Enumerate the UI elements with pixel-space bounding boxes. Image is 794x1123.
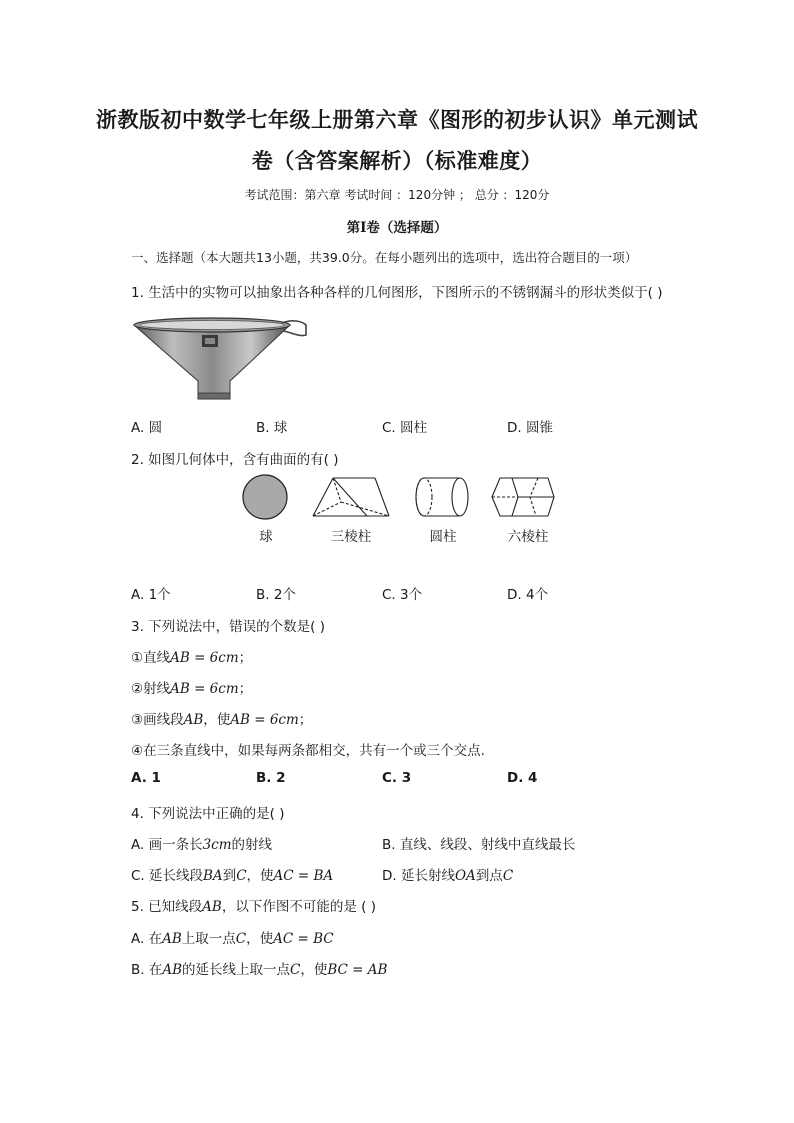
q5-option-b-mid: 的延长线上取一点	[182, 962, 291, 978]
q2-caption-hexagonal-prism: 六棱柱	[507, 529, 549, 545]
q1-option-a[interactable]: A. 圆	[131, 420, 163, 436]
part-heading: 一、选择题（本大题共13小题，共39.0分。在每小题列出的选项中，选出符合题目的一项）	[131, 250, 638, 265]
q2-option-c[interactable]: C. 3个	[382, 587, 423, 603]
q2-option-d[interactable]: D. 4个	[507, 587, 549, 603]
q3-option-c[interactable]: C. 3	[382, 770, 412, 786]
q5-option-a-math2: C	[235, 931, 247, 947]
q5-option-b-math2: C	[290, 962, 301, 978]
q5-option-a-mid2: ，使	[246, 931, 274, 947]
q4-option-d-pre: D. 延长射线	[382, 868, 455, 884]
q3-statement-3-label: ③画线段	[131, 712, 184, 728]
q4-stem: 4. 下列说法中正确的是( )	[131, 806, 285, 822]
q1-option-c[interactable]: C. 圆柱	[382, 420, 428, 436]
q3-option-d[interactable]: D. 4	[507, 770, 538, 786]
cylinder-figure	[414, 474, 470, 522]
q4-option-d-math2: C	[502, 868, 514, 884]
q3-statement-3-math1: AB	[183, 712, 204, 728]
q3-statement-2	[131, 677, 252, 697]
q5-option-b-math3: BC = AB	[327, 962, 388, 978]
q4-option-c-math3: AC = BA	[273, 868, 334, 884]
q3-statement-3-mid: ，使	[203, 712, 231, 728]
section-title: 第Ⅰ卷（选择题）	[346, 220, 448, 236]
q3-option-a[interactable]: A. 1	[131, 770, 161, 786]
q4-option-a-math: 3cm	[202, 837, 232, 853]
q4-option-b[interactable]: B. 直线、线段、射线中直线最长	[382, 837, 576, 853]
q4-option-d-mid: 到点	[475, 868, 503, 884]
q5-option-b-mid2: ，使	[300, 962, 328, 978]
q5-option-a-math: AB	[162, 931, 182, 947]
q2-caption-sphere: 球	[259, 529, 273, 545]
q4-option-c-mid: 到	[222, 868, 237, 884]
q5-option-a-math3: AC = BC	[273, 931, 334, 947]
q4-option-a-pre: A. 画一条长	[131, 837, 203, 853]
q1-option-d[interactable]: D. 圆锥	[507, 420, 553, 436]
q3-statement-3-math2: AB = 6cm	[230, 712, 299, 728]
q3-statement-2-math: AB = 6cm	[170, 681, 239, 697]
q4-option-c-mid2: ，使	[246, 868, 274, 884]
q5-stem-pre: 5. 已知线段	[131, 899, 203, 915]
q3-stem: 3. 下列说法中，错误的个数是( )	[131, 619, 325, 635]
q4-option-d-math: OA	[454, 868, 476, 884]
q3-option-b[interactable]: B. 2	[256, 770, 286, 786]
q4-option-c-math: BA	[203, 868, 223, 884]
q2-option-a[interactable]: A. 1个	[131, 587, 171, 603]
hexagonal-prism-figure	[490, 474, 558, 522]
q3-statement-3-tail: ；	[298, 712, 313, 728]
q5-stem-math: AB	[202, 899, 222, 915]
q2-caption-triangular-prism: 三棱柱	[330, 529, 372, 545]
q2-stem: 2. 如图几何体中，含有曲面的有( )	[131, 452, 339, 468]
q5-option-a-pre: A. 在	[131, 931, 163, 947]
funnel-image	[132, 313, 312, 403]
q3-statement-1-math: AB = 6cm	[170, 650, 239, 666]
q5-option-a-mid: 上取一点	[181, 931, 236, 947]
triangular-prism-figure	[311, 474, 393, 522]
q4-option-c-pre: C. 延长线段	[131, 868, 204, 884]
q2-option-b[interactable]: B. 2个	[256, 587, 296, 603]
q3-statement-3	[131, 708, 312, 728]
q4-option-d[interactable]	[382, 864, 513, 884]
q3-statement-2-label: ②射线	[131, 681, 171, 697]
q4-option-c[interactable]	[131, 864, 333, 884]
q3-statement-2-tail: ；	[238, 681, 253, 697]
q5-option-b[interactable]	[131, 958, 387, 978]
sphere-figure	[241, 474, 291, 522]
q3-statement-1	[131, 646, 252, 666]
q5-option-a[interactable]	[131, 927, 334, 947]
q3-statement-4: ④在三条直线中，如果每两条都相交，共有一个或三个交点.	[131, 743, 485, 759]
q4-option-a[interactable]	[131, 833, 272, 853]
q1-stem: 1. 生活中的实物可以抽象出各种各样的几何图形，下图所示的不锈钢漏斗的形状类似于( )	[131, 285, 663, 301]
q5-option-b-math: AB	[162, 962, 183, 978]
exam-title-line2: 卷（含答案解析）（标准难度）	[251, 149, 543, 173]
exam-meta: 考试范围：第六章 考试时间 ：120分钟 ； 总分 ：120分	[244, 188, 550, 202]
q2-caption-cylinder: 圆柱	[429, 529, 457, 545]
q5-stem-post: ，以下作图不可能的是 ( )	[221, 899, 376, 915]
q5-stem	[131, 895, 376, 915]
q4-option-c-math2: C	[236, 868, 247, 884]
exam-title-line1: 浙教版初中数学七年级上册第六章《图形的初步认识》单元测试	[96, 108, 698, 132]
q3-statement-1-label: ①直线	[131, 650, 171, 666]
q5-option-b-pre: B. 在	[131, 962, 163, 978]
q3-statement-1-tail: ；	[238, 650, 253, 666]
q1-option-b[interactable]: B. 球	[256, 420, 288, 436]
q4-option-a-post: 的射线	[231, 837, 273, 853]
